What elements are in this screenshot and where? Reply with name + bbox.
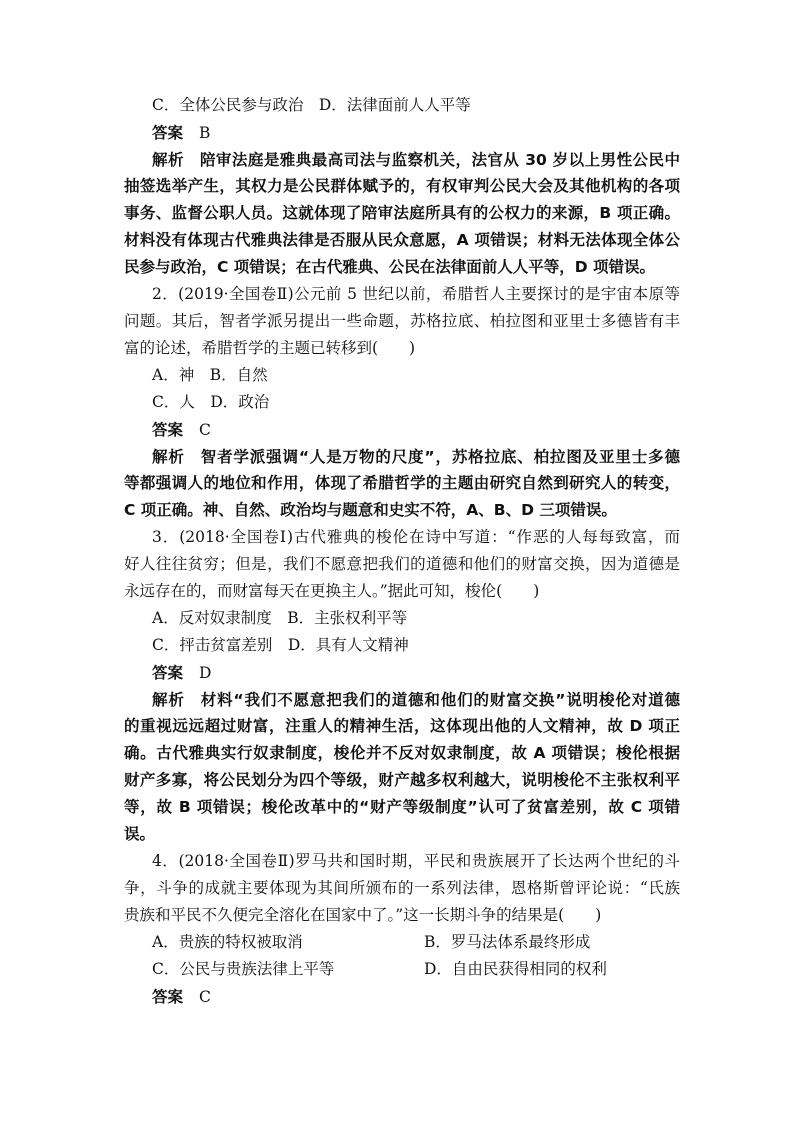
- q3-answer: [124, 659, 680, 686]
- q4-option-b: B．罗马法体系最终形成: [424, 933, 591, 951]
- q4-answer: [124, 983, 680, 1010]
- q4-options-ab: [124, 929, 680, 956]
- q1-analysis-line-1: 解析 陪审法庭是雅典最高司法与监察机关，法官从 30 岁以上男性公民中: [152, 150, 680, 169]
- q3-stem-line-1: 3．(2018·全国卷Ⅰ)古代雅典的梭伦在诗中写道：“作恶的人每每致富，而: [152, 528, 680, 546]
- q3-analysis-line-3: 确。古代雅典实行奴隶制度，梭伦并不反对奴隶制度，故 A 项错误；梭伦根据: [124, 744, 680, 762]
- answer-label: 答案: [152, 987, 184, 1006]
- q1-analysis-line-3: 事务、监督公职人员。这就体现了陪审法庭所具有的公权力的来源，B 项正确。: [124, 204, 680, 222]
- q3-analysis-line-2: 的重视远远超过财富，注重人的精神生活，这体现出他的人文精神，故 D 项正: [124, 717, 680, 735]
- answer-label: 答案: [152, 420, 184, 439]
- answer-value: B: [199, 124, 211, 142]
- q1-analysis-line-2: 抽签选举产生，其权力是公民群体赋予的，有权审判公民大会及其他机构的各项: [124, 177, 680, 195]
- q3-analysis-line-6: 误。: [124, 825, 156, 843]
- analysis-label: 解析: [152, 447, 185, 466]
- q3-stem-line-2: 好人往往贫穷；但是，我们不愿意把我们的道德和他们的财富交换，因为道德是: [124, 555, 680, 573]
- q1-analysis-line-5: 民参与政治，C 项错误；在古代雅典、公民在法律面前人人平等，D 项错误。: [124, 258, 656, 276]
- q4-option-c: C．公民与贵族法律上平等: [152, 960, 335, 978]
- q4-stem-line-3: 贵族和平民不久便完全溶化在国家中了。”这一长期斗争的结果是( ): [124, 906, 602, 924]
- q4-stem-line-1: 4．(2018·全国卷Ⅱ)罗马共和国时期，平民和贵族展开了长达两个世纪的斗: [152, 852, 680, 870]
- q2-analysis-line-1: 解析 智者学派强调“人是万物的尺度”，苏格拉底、柏拉图及亚里士多德: [152, 447, 680, 466]
- q4-stem-line-2: 争，斗争的成就主要体现为其间所颁布的一系列法律，恩格斯曾评论说：“氏族: [124, 879, 680, 897]
- answer-value: C: [199, 421, 211, 439]
- q2-analysis-line-3: C 项正确。神、自然、政治均与题意和史实不符，A、B、D 三项错误。: [124, 501, 617, 519]
- q2-options-ab: A．神 B．自然: [152, 366, 268, 384]
- q2-stem-line-1: 2．(2019·全国卷Ⅱ)公元前 5 世纪以前，希腊哲人主要探讨的是宇宙本原等: [152, 285, 680, 303]
- q2-options-cd: C．人 D．政治: [152, 393, 270, 411]
- answer-label: 答案: [152, 663, 184, 682]
- q4-option-a: A．贵族的特权被取消: [152, 933, 303, 951]
- q2-stem-line-2: 问题。其后，智者学派另提出一些命题，苏格拉底、柏拉图和亚里士多德皆有丰: [124, 312, 680, 330]
- q3-stem-line-3: 永远存在的，而财富每天在更换主人。”据此可知，梭伦( ): [124, 582, 540, 600]
- q2-answer: [124, 416, 680, 443]
- q3-analysis-line-1: 解析 材料“我们不愿意把我们的道德和他们的财富交换”说明梭伦对道德: [152, 690, 680, 709]
- q3-options-ab: A．反对奴隶制度 B．主张权利平等: [152, 609, 408, 627]
- q1-answer: [124, 119, 680, 146]
- analysis-label: 解析: [152, 150, 184, 169]
- answer-label: 答案: [152, 123, 184, 142]
- q1-analysis-line-4: 材料没有体现古代雅典法律是否服从民众意愿，A 项错误；材料无法体现全体公: [124, 231, 680, 249]
- q4-option-d: D．自由民获得相同的权利: [424, 960, 607, 978]
- q2-analysis-line-2: 等都强调人的地位和作用，体现了希腊哲学的主题由研究自然到研究人的转变，: [124, 474, 680, 492]
- q3-analysis-line-5: 等，故 B 项错误；梭伦改革中的“财产等级制度”认可了贫富差别，故 C 项错: [124, 798, 680, 816]
- analysis-label: 解析: [152, 690, 185, 709]
- answer-value: C: [199, 988, 211, 1006]
- q4-options-cd: [124, 956, 680, 983]
- q3-options-cd: C．抨击贫富差别 D．具有人文精神: [152, 636, 409, 654]
- q3-analysis-line-4: 财产多寡，将公民划分为四个等级，财产越多权利越大，说明梭伦不主张权利平: [124, 771, 680, 789]
- document-page: [124, 92, 680, 1010]
- q2-stem-line-3: 富的论述，希腊哲学的主题已转移到( ): [124, 339, 416, 357]
- answer-value: D: [199, 664, 212, 682]
- q1-options-cd: C．全体公民参与政治 D．法律面前人人平等: [152, 96, 471, 114]
